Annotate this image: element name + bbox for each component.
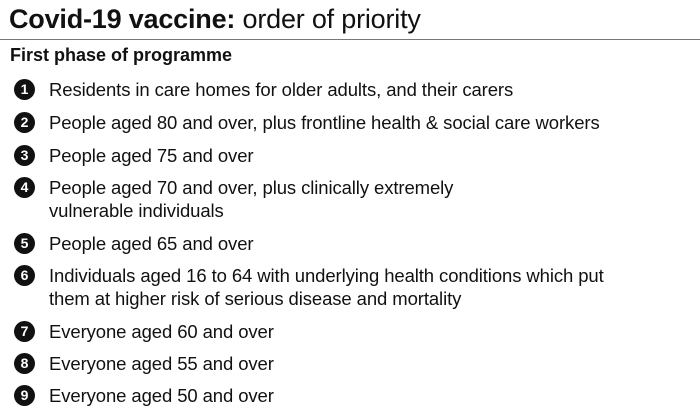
item-line: vulnerable individuals — [49, 200, 224, 221]
number-badge: 2 — [14, 112, 35, 133]
item-line: Individuals aged 16 to 64 with underlying health conditions which put — [49, 265, 604, 286]
item-line: Everyone aged 50 and over — [49, 385, 274, 406]
item-line: Residents in care homes for older adults, and their carers — [49, 79, 514, 100]
item-text — [49, 232, 694, 255]
number-badge: 7 — [14, 321, 35, 342]
number-badge: 9 — [14, 385, 35, 406]
number-badge: 4 — [14, 177, 35, 198]
subtitle: First phase of programme — [10, 45, 233, 65]
item-text — [49, 111, 694, 134]
item-line: People aged 75 and over — [49, 145, 254, 166]
item-line: them at higher risk of serious disease and mortality — [49, 288, 462, 309]
number-badge: 1 — [14, 79, 35, 100]
item-line: Everyone aged 60 and over — [49, 321, 274, 342]
title-light-part: order of priority — [242, 4, 421, 34]
item-text — [49, 352, 694, 375]
item-text — [49, 264, 694, 310]
item-text — [49, 144, 694, 167]
item-line: People aged 80 and over, plus frontline health & social care workers — [49, 112, 600, 133]
number-badge: 5 — [14, 233, 35, 254]
item-text — [49, 384, 694, 407]
item-text — [49, 176, 694, 222]
number-badge: 3 — [14, 145, 35, 166]
item-line: People aged 70 and over, plus clinically extremely — [49, 177, 454, 198]
item-text — [49, 320, 694, 343]
item-text — [49, 78, 694, 101]
title-bold-part: Covid-19 vaccine: — [9, 4, 236, 34]
item-line: People aged 65 and over — [49, 233, 254, 254]
number-badge: 6 — [14, 265, 35, 286]
number-badge: 8 — [14, 353, 35, 374]
item-line: Everyone aged 55 and over — [49, 353, 274, 374]
